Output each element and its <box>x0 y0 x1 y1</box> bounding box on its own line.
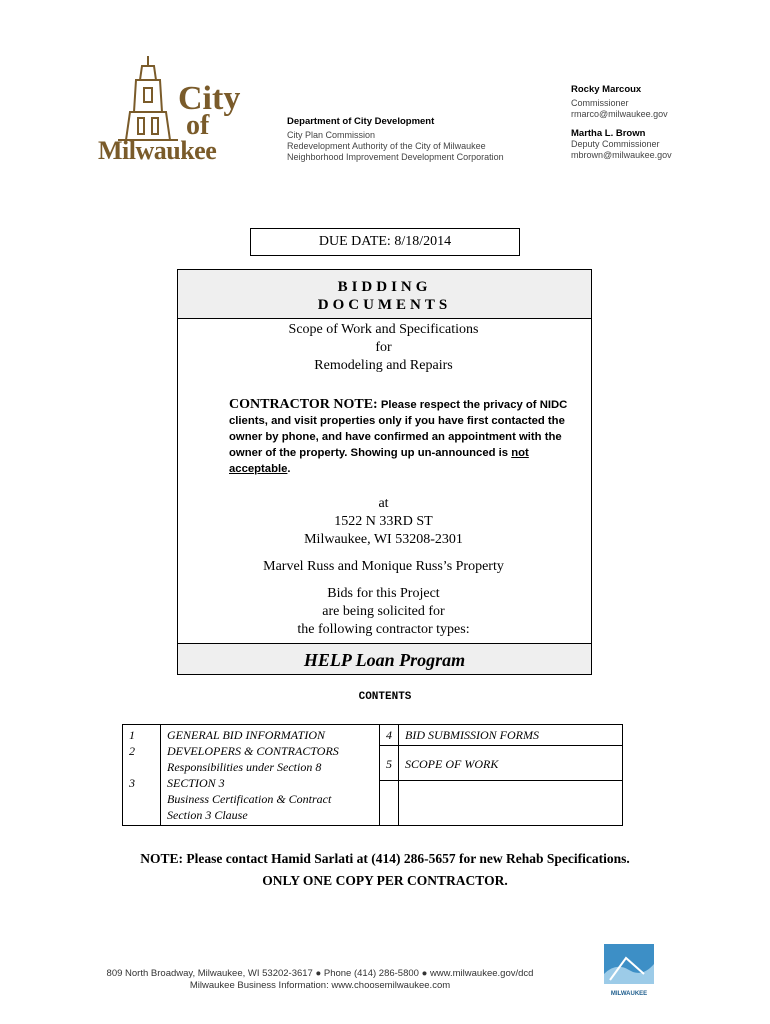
official-title: Commissioner <box>571 98 629 108</box>
officials-block <box>571 84 672 161</box>
contractor-note <box>229 397 579 477</box>
note-block <box>0 848 770 892</box>
bidding-title-line: BIDDING <box>337 279 432 295</box>
logo-word-milwaukee: Milwaukee <box>98 136 217 165</box>
contents-item: Section 3 Clause <box>167 808 248 822</box>
contents-number: 1 <box>129 728 135 742</box>
contents-item: SECTION 3 <box>167 776 225 790</box>
contractor-note-label: CONTRACTOR NOTE: <box>229 397 378 412</box>
contents-item: Business Certification & Contract <box>167 792 332 806</box>
logo-word-of: of <box>186 110 210 141</box>
official-name: Martha L. Brown <box>571 128 646 139</box>
property-owner: Marvel Russ and Monique Russ’s Property <box>263 559 504 574</box>
note-line-2: ONLY ONE COPY PER CONTRACTOR. <box>262 873 508 888</box>
contents-number-spacer <box>129 759 154 775</box>
city-of-milwaukee-logo <box>98 52 243 170</box>
address-line: Milwaukee, WI 53208-2301 <box>304 532 463 547</box>
contents-number: 2 <box>129 744 135 758</box>
official-email: rmarco@milwaukee.gov <box>571 109 668 119</box>
due-date-box: DUE DATE: 8/18/2014 <box>250 228 520 256</box>
footer-address: 809 North Broadway, Milwaukee, WI 53202-3617 ● Phone (414) 286-5800 ● www.milwaukee.gov/dcd <box>106 968 534 979</box>
contents-item: BID SUBMISSION FORMS <box>399 725 622 746</box>
note-line-1: NOTE: Please contact Hamid Sarlati at (414) 286-5657 for new Rehab Specifications. <box>140 851 630 866</box>
contents-item: DEVELOPERS & CONTRACTORS <box>167 744 339 758</box>
department-line: Redevelopment Authority of the City of Milwaukee <box>287 141 486 151</box>
contents-item: Responsibilities under Section 8 <box>167 760 322 774</box>
milwaukee-mark-label: MILWAUKEE <box>610 991 648 997</box>
milwaukee-wave-icon <box>604 944 654 984</box>
contractor-note-emphasis: not acceptable <box>229 447 529 475</box>
footer <box>0 968 640 992</box>
header-band <box>178 270 591 319</box>
department-title: Department of City Development <box>287 116 435 127</box>
program-title: HELP Loan Program <box>303 650 466 670</box>
department-line: Neighborhood Improvement Development Corporation <box>287 152 504 162</box>
bids-block <box>177 585 590 639</box>
contents-number: 3 <box>129 776 135 790</box>
contents-number: 4 <box>380 725 398 746</box>
contents-left-items <box>161 725 380 826</box>
bids-line: Bids for this Project <box>327 586 440 601</box>
bidding-title-line: DOCUMENTS <box>317 297 452 313</box>
logo-word-city: City <box>178 80 241 117</box>
contents-title: CONTENTS <box>358 691 412 703</box>
contents-left-numbers <box>123 725 161 826</box>
scope-line: Scope of Work and Specifications <box>288 322 479 337</box>
table-row <box>123 725 623 826</box>
contents-item: SCOPE OF WORK <box>399 746 622 781</box>
department-block <box>287 116 504 163</box>
address-line: at <box>378 496 389 511</box>
contractor-note-end: . <box>287 463 291 475</box>
official-name: Rocky Marcoux <box>571 84 642 95</box>
contractor-note-text: Please respect the privacy of NIDC clients, and visit properties only if you have first contacted the owner by phone, and have confirmed an appointment with the owner of the property. Showing up un-announced is <box>229 399 568 459</box>
program-band <box>178 643 591 674</box>
address-line: 1522 N 33RD ST <box>334 514 433 529</box>
official-title: Deputy Commissioner <box>571 139 660 149</box>
scope-line: for <box>375 340 392 355</box>
bids-line: the following contractor types: <box>297 622 470 637</box>
contents-item: GENERAL BID INFORMATION <box>167 728 325 742</box>
contents-right-numbers <box>380 725 399 826</box>
scope-line: Remodeling and Repairs <box>314 358 453 373</box>
address-block <box>177 495 590 549</box>
scope-block <box>177 321 590 375</box>
bidding-title <box>178 278 591 314</box>
milwaukee-brand-mark <box>604 944 654 997</box>
department-line: City Plan Commission <box>287 130 376 140</box>
city-hall-tower-icon <box>108 52 188 142</box>
official-email: mbrown@milwaukee.gov <box>571 150 672 160</box>
contents-number: 5 <box>380 746 398 781</box>
footer-business-info: Milwaukee Business Information: www.choosemilwaukee.com <box>189 980 451 991</box>
contents-right-items <box>399 725 623 826</box>
bids-line: are being solicited for <box>322 604 445 619</box>
contents-table <box>122 724 623 826</box>
